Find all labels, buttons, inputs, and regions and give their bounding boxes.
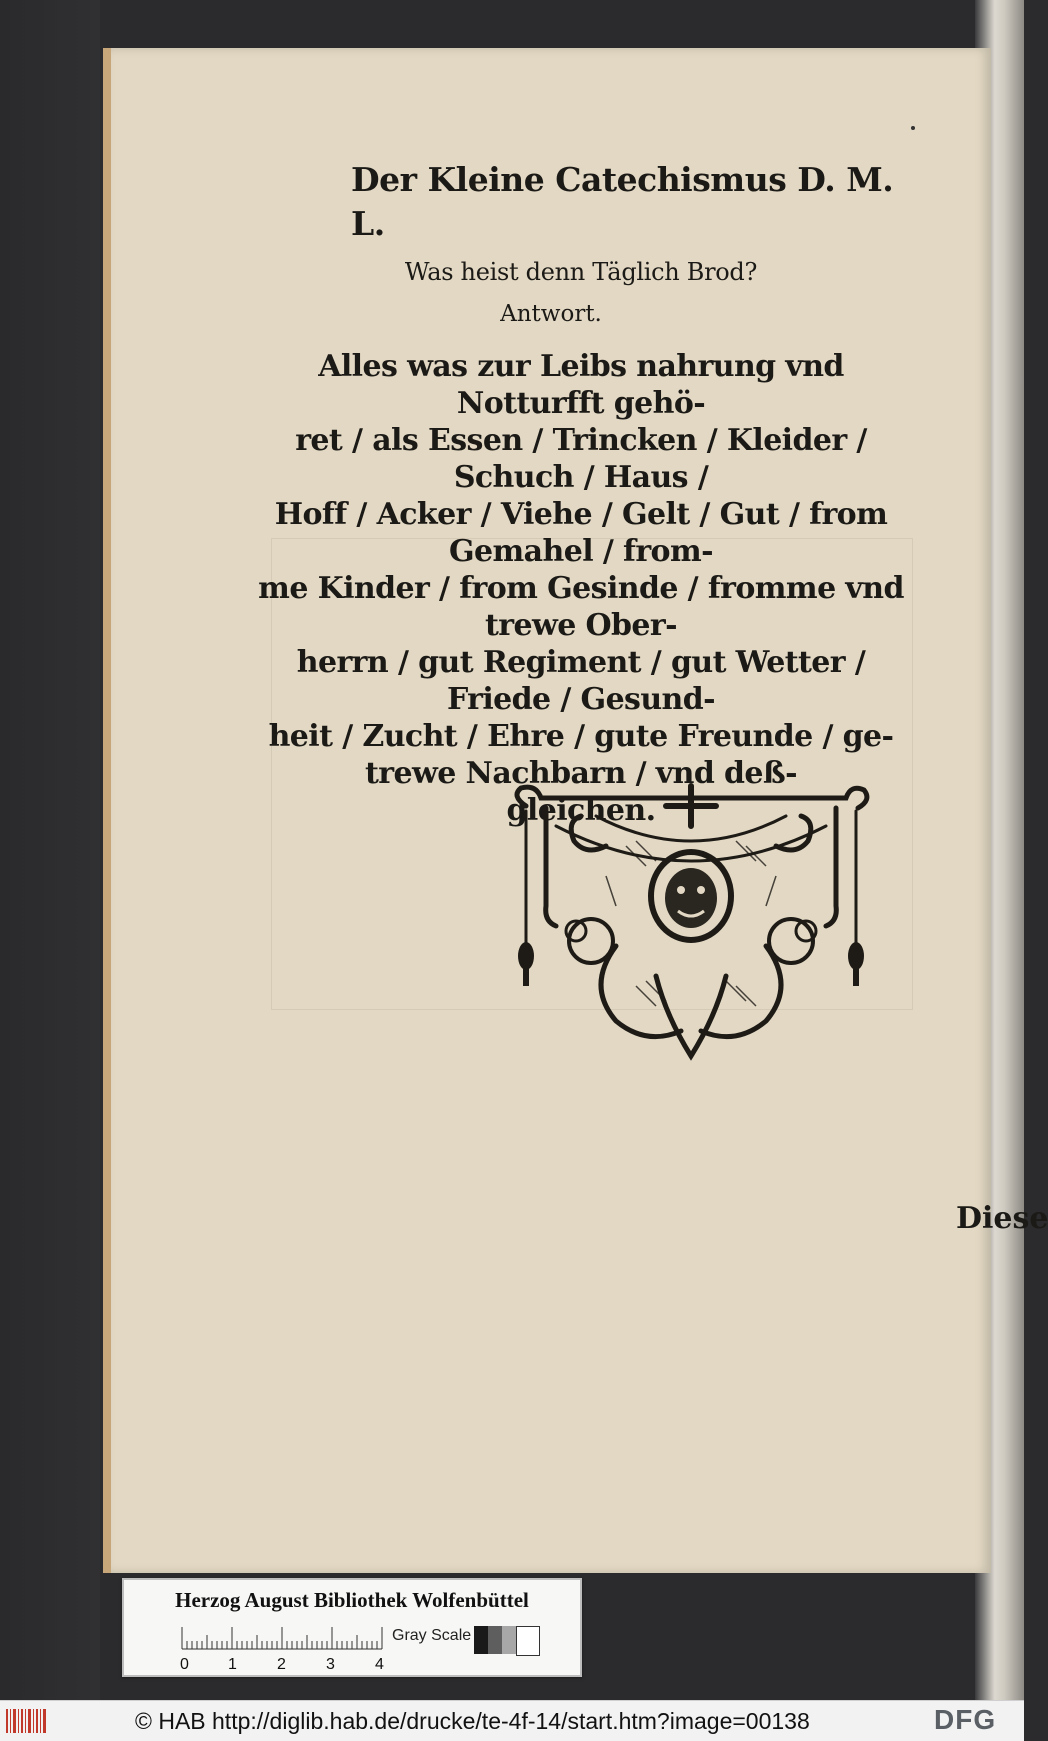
gray-swatch-black xyxy=(474,1626,488,1654)
answer-line: trewe Nachbarn / vnd deß- xyxy=(365,756,797,791)
answer-line: Hoff / Acker / Viehe / Gelt / Gut / from Gemahel / from- xyxy=(274,497,888,569)
barcode-icon xyxy=(6,1709,46,1733)
gray-swatch-dark xyxy=(488,1626,502,1654)
gray-swatch-light xyxy=(502,1626,516,1654)
page-text xyxy=(241,158,921,829)
institution-name: Herzog August Bibliothek Wolfenbüttel xyxy=(175,1588,529,1612)
answer-line: herrn / gut Regiment / gut Wetter / Friede / Gesund- xyxy=(296,645,866,717)
ruler xyxy=(182,1626,382,1650)
ruler-number: 0 xyxy=(180,1656,189,1673)
catechism-question: Was heist denn Täglich Brod? xyxy=(404,258,758,286)
answer-line: heit / Zucht / Ehre / gute Freunde / ge- xyxy=(268,719,894,754)
ruler-number: 3 xyxy=(326,1656,335,1673)
ruler-number: 2 xyxy=(277,1656,286,1673)
catchword: Diese xyxy=(956,1201,1048,1236)
answer-line: me Kinder / from Gesinde / fromme vnd trewe Ober- xyxy=(258,571,904,643)
woodcut-ornament xyxy=(506,786,876,1061)
dfg-logo: DFG xyxy=(934,1704,997,1735)
left-background xyxy=(0,0,100,1700)
ruler-number: 1 xyxy=(228,1656,237,1673)
ink-speck xyxy=(911,126,915,130)
answer-line: gleichen. xyxy=(506,793,656,828)
answer-line: ret / als Essen / Trincken / Kleider / Schuch / Haus / xyxy=(295,423,867,495)
book-page xyxy=(103,48,1048,1573)
ruler-number: 4 xyxy=(375,1656,384,1673)
footer-bar xyxy=(0,1700,1024,1741)
copyright-link[interactable]: © HAB http://diglib.hab.de/drucke/te-4f-14/start.htm?image=00138 xyxy=(135,1708,810,1734)
running-head: Der Kleine Catechismus D. M. L. xyxy=(351,160,894,243)
gray-scale-label: Gray Scale xyxy=(392,1627,472,1644)
gray-scale-card xyxy=(122,1578,582,1677)
answer-label: Antwort. xyxy=(500,301,602,327)
answer-line: Alles was zur Leibs nahrung vnd Notturfft gehö- xyxy=(318,349,844,421)
gray-swatch-white xyxy=(516,1626,540,1656)
answer-body xyxy=(241,348,921,829)
